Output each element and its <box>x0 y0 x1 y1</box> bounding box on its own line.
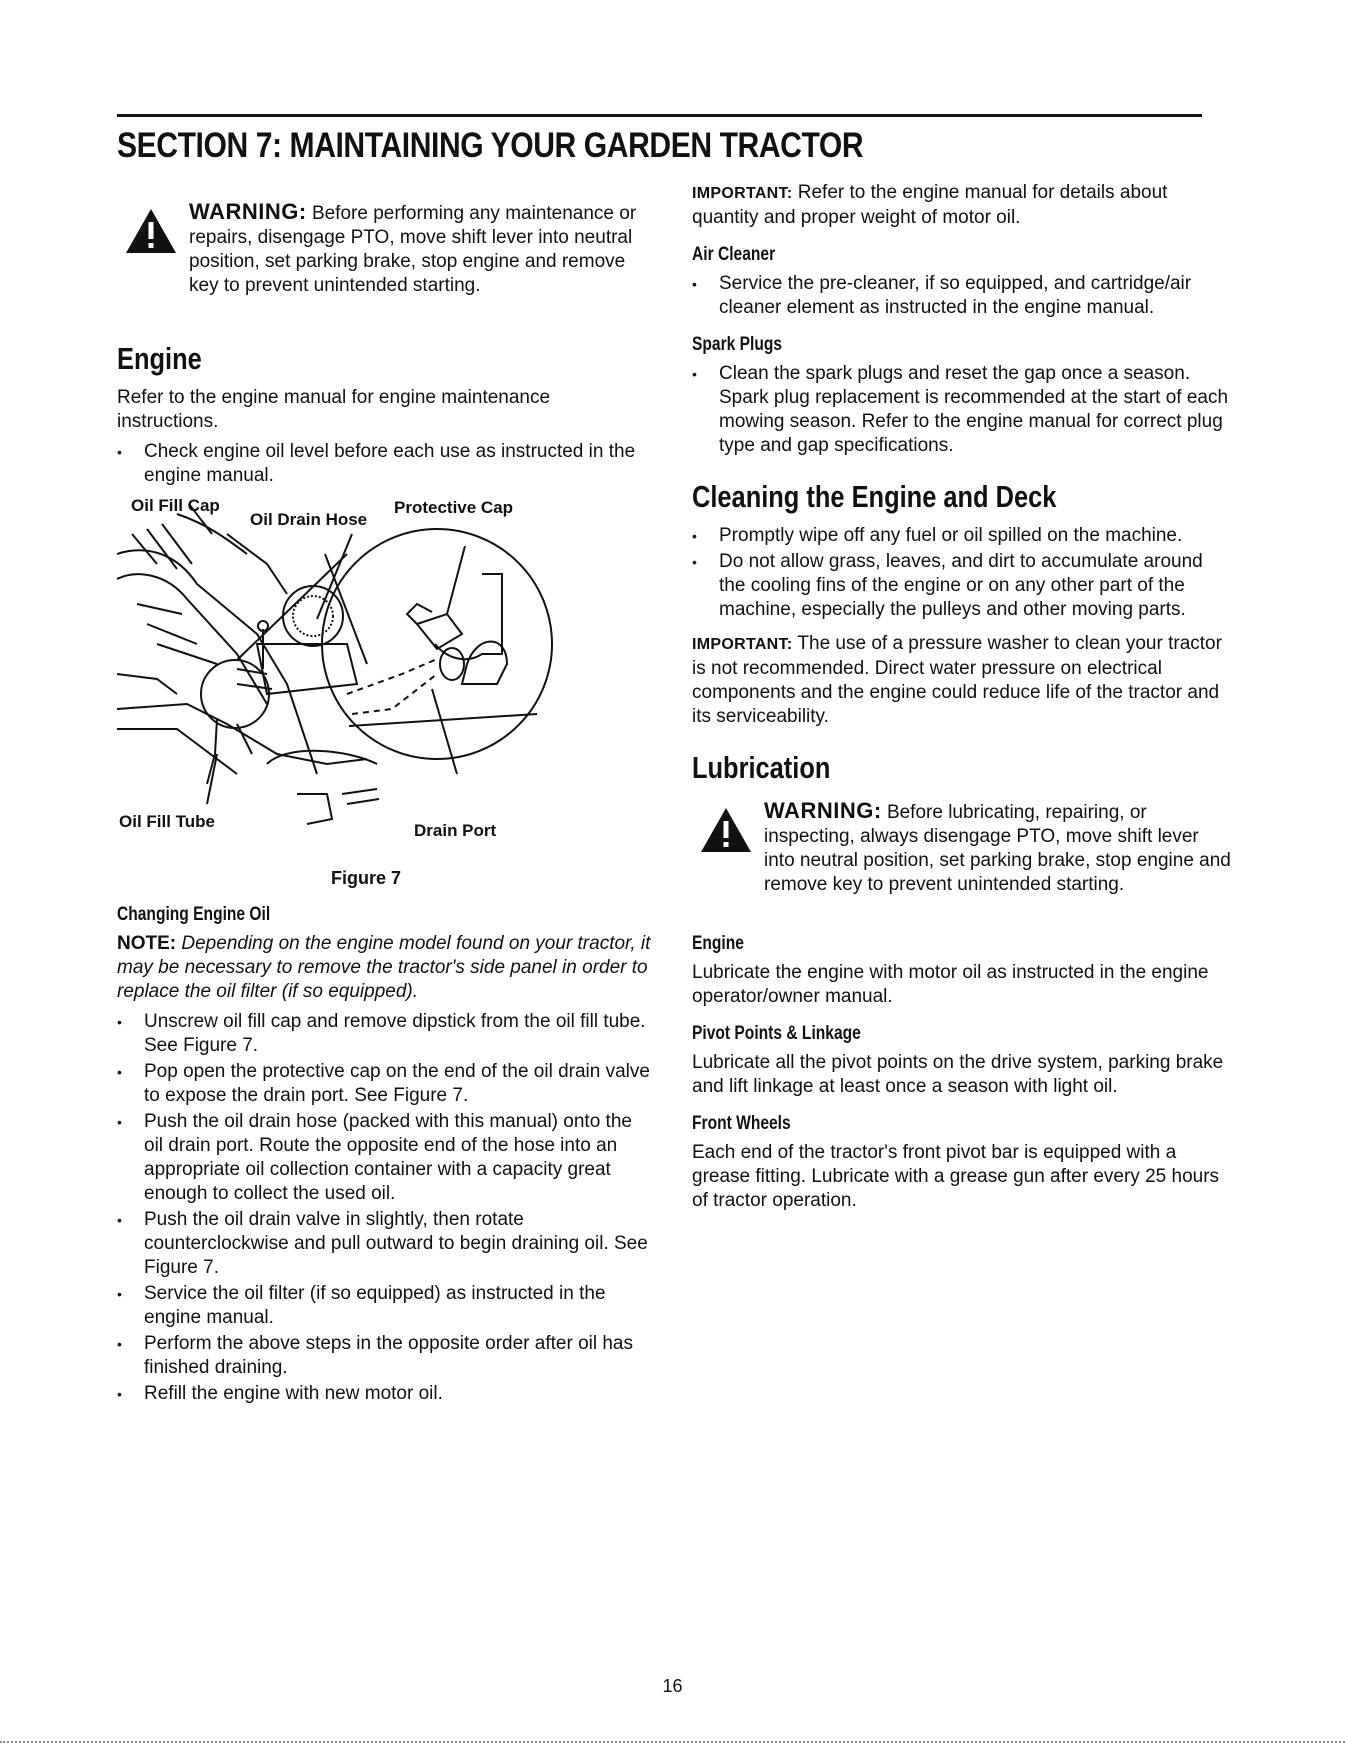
list-item: • Unscrew oil fill cap and remove dipstick from the oil fill tube. See Figure 7. <box>117 1010 655 1058</box>
important-text: The use of a pressure washer to clean your tractor is not recommended. Direct water pressure on electrical components and the engine could reduce life of the tractor and its serviceability. <box>692 633 1222 727</box>
warning-block <box>692 799 1232 919</box>
front-wheels-text: Each end of the tractor's front pivot bar is equipped with a grease fitting. Lubricate with a grease gun after every 25 hours of tractor operation. <box>692 1142 1220 1211</box>
warning-text: Before performing any maintenance or repairs, disengage PTO, move shift lever into neutral position, set parking brake, stop engine and remove key to prevent unintended starting. <box>189 203 637 296</box>
important-label: IMPORTANT: <box>692 636 793 653</box>
changing-oil-heading: Changing Engine Oil <box>117 904 271 925</box>
list-item: • Check engine oil level before each use as instructed in the engine manual. <box>117 440 655 488</box>
engine-drawing <box>117 494 587 854</box>
warning-icon <box>125 208 177 254</box>
important-text: Refer to the engine manual for details about quantity and proper weight of motor oil. <box>692 182 1168 228</box>
note-text: Depending on the engine model found on your tractor, it may be necessary to remove the tractor's side panel in order to replace the oil filter (if so equipped). <box>117 933 651 1002</box>
callout-oil-fill-tube: Oil Fill Tube <box>119 812 216 831</box>
oil-steps-list <box>117 1010 655 1406</box>
engine-text: Refer to the engine manual for engine maintenance instructions. <box>117 387 551 432</box>
bottom-edge <box>0 1741 1345 1745</box>
list-item: • Push the oil drain valve in slightly, then rotate counterclockwise and pull outward to begin draining oil. See Figure 7. <box>117 1208 655 1280</box>
callout-oil-drain-hose: Oil Drain Hose <box>250 510 368 529</box>
list-item: • Perform the above steps in the opposite order after oil has finished draining. <box>117 1332 655 1380</box>
section-title: SECTION 7: MAINTAINING YOUR GARDEN TRACTOR <box>117 126 864 165</box>
left-column <box>117 200 655 1412</box>
figure-7-illustration <box>117 494 587 854</box>
warning-label: WARNING: <box>764 798 882 823</box>
cleaning-list <box>692 524 1232 622</box>
warning-block <box>117 200 655 320</box>
cleaning-heading: Cleaning the Engine and Deck <box>692 479 1057 514</box>
front-wheels-heading: Front Wheels <box>692 1113 791 1134</box>
right-column <box>692 181 1232 1219</box>
warning-text: Before lubricating, repairing, or inspecting, always disengage PTO, move shift lever into neutral position, set parking brake, stop engine and remove key to prevent unintended starting. <box>764 802 1231 895</box>
list-item: • Service the pre-cleaner, if so equipped, and cartridge/air cleaner element as instructed in the engine manual. <box>692 272 1232 320</box>
important-label: IMPORTANT: <box>692 185 793 202</box>
pivot-points-text: Lubricate all the pivot points on the drive system, parking brake and lift linkage at least once a season with light oil. <box>692 1052 1224 1097</box>
warning-icon <box>700 807 752 853</box>
lubrication-heading: Lubrication <box>692 750 831 785</box>
figure-caption: Figure 7 <box>330 868 401 888</box>
air-cleaner-heading: Air Cleaner <box>692 244 776 265</box>
note-label: NOTE: <box>117 933 177 954</box>
lub-engine-heading: Engine <box>692 933 744 954</box>
important-paragraph-1 <box>692 181 1232 230</box>
header-rule <box>117 114 1202 117</box>
callout-drain-port: Drain Port <box>414 821 497 840</box>
list-item: • Do not allow grass, leaves, and dirt to accumulate around the cooling fins of the engine or on any other part of the machine, especially the pulleys and other moving parts. <box>692 550 1232 622</box>
list-item: • Pop open the protective cap on the end of the oil drain valve to expose the drain port. See Figure 7. <box>117 1060 655 1108</box>
spark-plugs-list <box>692 362 1232 458</box>
callout-oil-fill-cap: Oil Fill Cap <box>131 496 220 515</box>
pivot-points-heading: Pivot Points & Linkage <box>692 1023 861 1044</box>
engine-bullets <box>117 440 655 488</box>
callout-protective-cap: Protective Cap <box>394 498 514 517</box>
list-item: • Clean the spark plugs and reset the gap once a season. Spark plug replacement is recommended at the start of each mowing season. Refer to the engine manual for correct plug type and gap specifications. <box>692 362 1232 458</box>
air-cleaner-list <box>692 272 1232 320</box>
lub-engine-text: Lubricate the engine with motor oil as instructed in the engine operator/owner manual. <box>692 962 1209 1007</box>
engine-heading: Engine <box>117 341 202 376</box>
warning-label: WARNING: <box>189 199 307 224</box>
important-paragraph-2 <box>692 632 1232 729</box>
list-item: • Push the oil drain hose (packed with this manual) onto the oil drain port. Route the opposite end of the hose into an appropriate oil collection container with a capacity great enough to collect the used oil. <box>117 1110 655 1206</box>
list-item: • Service the oil filter (if so equipped) as instructed in the engine manual. <box>117 1282 655 1330</box>
page-number: 16 <box>662 1676 683 1696</box>
note-paragraph <box>117 932 655 1004</box>
spark-plugs-heading: Spark Plugs <box>692 334 783 355</box>
list-item: • Refill the engine with new motor oil. <box>117 1382 655 1406</box>
list-item: • Promptly wipe off any fuel or oil spilled on the machine. <box>692 524 1232 548</box>
